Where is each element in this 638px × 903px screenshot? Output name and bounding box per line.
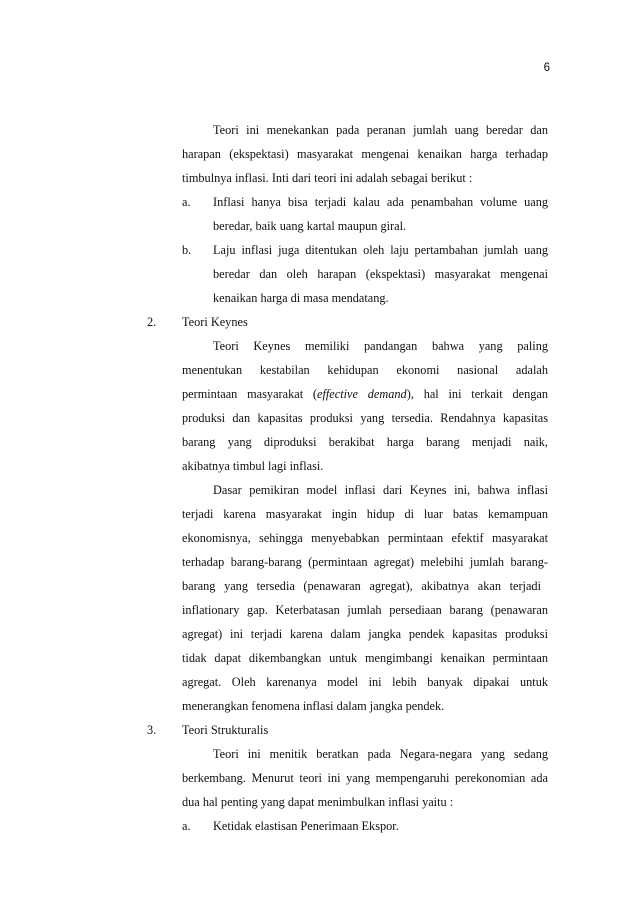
strukturalis-para-line: Teori ini menitik beratkan pada Negara-negara yang sedang xyxy=(213,747,548,761)
keynes-para1-line: barang yang diproduksi berakibat harga barang menjadi naik, xyxy=(182,435,548,449)
text-span: ), hal ini terkait dengan xyxy=(406,387,549,401)
keynes-para2-line: inflationary gap. Keterbatasan jumlah persediaan barang (penawaran xyxy=(182,603,548,617)
list-item-line: beredar, baik uang kartal maupun giral. xyxy=(213,219,407,233)
keynes-para2-line: menerangkan fenomena inflasi dalam jangka pendek. xyxy=(182,699,445,713)
list-item-marker: b. xyxy=(182,243,192,257)
section-3-number: 3. xyxy=(147,723,157,737)
keynes-para2-line: agregat. Oleh karenanya model ini lebih banyak dipakai untuk xyxy=(182,675,548,689)
intro-line-2: harapan (ekspektasi) masyarakat mengenai kenaikan harga terhadap xyxy=(182,147,548,161)
page-number: 6 xyxy=(543,62,550,74)
emphasis-term: effective demand xyxy=(317,387,407,401)
list-item-marker: a. xyxy=(182,819,191,833)
strukturalis-para-line: dua hal penting yang dapat menimbulkan inflasi yaitu : xyxy=(182,795,454,809)
intro-line-1: Teori ini menekankan pada peranan jumlah uang beredar dan xyxy=(213,123,548,137)
keynes-para2-line: terjadi karena masyarakat ingin hidup di luar batas kemampuan xyxy=(182,507,548,521)
keynes-para2-line: agregat) ini terjadi karena dalam jangka pendek kapasitas produksi xyxy=(182,627,548,641)
list-item-marker: a. xyxy=(182,195,191,209)
keynes-para1-line: produksi dan kapasitas produksi yang tersedia. Rendahnya kapasitas xyxy=(182,411,548,425)
keynes-para2-line: tidak dapat dikembangkan untuk mengimbangi kenaikan permintaan xyxy=(182,651,548,665)
list-item-line: Laju inflasi juga ditentukan oleh laju pertambahan jumlah uang xyxy=(213,243,548,257)
list-item-line: Inflasi hanya bisa terjadi kalau ada penambahan volume uang xyxy=(213,195,548,209)
keynes-para2-line: ekonomisnya, sehingga menyebabkan permintaan efektif masyarakat xyxy=(182,531,548,545)
keynes-para1-line: Teori Keynes memiliki pandangan bahwa yang paling xyxy=(213,339,548,353)
section-2-number: 2. xyxy=(147,315,157,329)
list-item-line: beredar dan oleh harapan (ekspektasi) masyarakat mengenai xyxy=(213,267,548,281)
keynes-para1-line: akibatnya timbul lagi inflasi. xyxy=(182,459,324,473)
text-span: permintaan masyarakat ( xyxy=(182,387,318,401)
keynes-para2-line: barang yang tersedia (penawaran agregat), akibatnya akan terjadi xyxy=(182,579,541,593)
keynes-para2-line: Dasar pemikiran model inflasi dari Keynes ini, bahwa inflasi xyxy=(213,483,548,497)
list-item-line: Ketidak elastisan Penerimaan Ekspor. xyxy=(213,819,399,833)
section-3-title: Teori Strukturalis xyxy=(182,723,269,737)
keynes-para1-line: menentukan kestabilan kehidupan ekonomi nasional adalah xyxy=(182,363,548,377)
list-item-line: kenaikan harga di masa mendatang. xyxy=(213,291,389,305)
strukturalis-para-line: berkembang. Menurut teori ini yang mempengaruhi perekonomian ada xyxy=(182,771,548,785)
section-2-title: Teori Keynes xyxy=(182,315,248,329)
intro-line-3: timbulnya inflasi. Inti dari teori ini adalah sebagai berikut : xyxy=(182,171,473,185)
keynes-para1-line xyxy=(182,386,548,402)
keynes-para2-line: terhadap barang-barang (permintaan agregat) melebihi jumlah barang- xyxy=(182,555,548,569)
